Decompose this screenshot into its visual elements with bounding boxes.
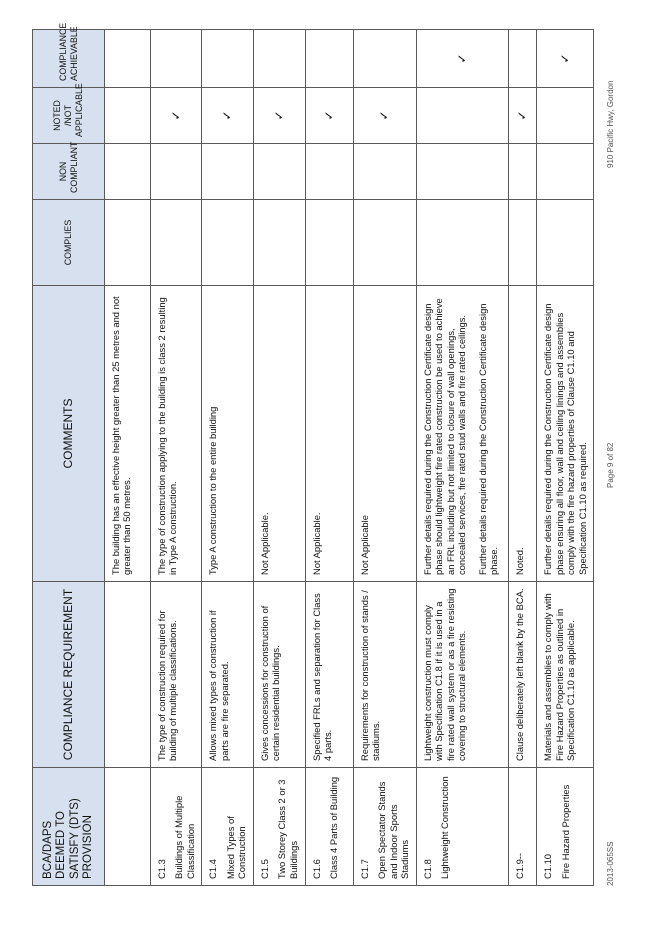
requirement-cell: Materials and assemblies to comply with Fire Hazard Properties as outlined in Specification C1.10 as applicable.: [537, 582, 594, 768]
complies-cell: [253, 200, 305, 286]
achievable-cell: [151, 30, 202, 88]
clause-title: Lightweight Construction: [439, 776, 451, 879]
complies-cell: [416, 200, 508, 286]
complies-cell: [508, 200, 536, 286]
clause-title: Buildings of Multiple Classification: [173, 795, 196, 879]
non-compliant-cell: [508, 144, 536, 200]
non-compliant-cell: [353, 144, 416, 200]
complies-cell: [202, 200, 253, 286]
footer-page-number: Page 9 of 82: [606, 442, 615, 488]
header-comments: COMMENTS: [33, 286, 105, 582]
non-compliant-cell: [151, 144, 202, 200]
clause-number: C1.8: [421, 859, 433, 879]
footer-reference: 2013-065SS: [606, 841, 615, 886]
clause-title: Two Storey Class 2 or 3 Buildings: [276, 779, 299, 879]
table-row: [537, 30, 594, 886]
achievable-cell: [305, 30, 353, 88]
provision-cell: [416, 768, 508, 886]
provision-cell: [253, 768, 305, 886]
achievable-cell: [353, 30, 416, 88]
comments-cell: [416, 286, 508, 582]
non-compliant-cell: [202, 144, 253, 200]
header-achievable: COMPLIANCE ACHIEVABLE: [33, 30, 105, 88]
complies-cell: [151, 200, 202, 286]
clause-title: Class 4 Parts of Building: [328, 776, 340, 879]
achievable-cell: ✓: [537, 30, 594, 88]
provision-cell: [353, 768, 416, 886]
achievable-cell: [202, 30, 253, 88]
comments-cell: Type A construction to the entire building: [202, 286, 253, 582]
requirement-cell: Specified FRLs and separation for Class 4 parts.: [305, 582, 353, 768]
requirement-cell: Requirements for construction of stands / stadiums.: [353, 582, 416, 768]
comments-cell: Further details required during the Construction Certificate design phase ensuring all floor, wall and ceiling linings and assemblies comply with the fire hazard properties of Clause C1.10 and Specification C1.10 as required.: [537, 286, 594, 582]
table-row: [253, 30, 305, 886]
non-compliant-cell: [416, 144, 508, 200]
noted-cell: [105, 88, 151, 144]
comment-text: Further details required during the Construction Certificate design phase.: [476, 303, 500, 575]
non-compliant-cell: [537, 144, 594, 200]
table-row: [105, 30, 151, 886]
header-requirement: COMPLIANCE REQUIREMENT: [33, 582, 105, 768]
clause-number: C1.4: [207, 859, 219, 879]
requirement-cell: Allows mixed types of construction if parts are fire separated.: [202, 582, 253, 768]
requirement-cell: Lightweight construction must comply with Specification C1.8 if it is used in a fire rated wall system or as a fire resisting covering to structural elements.: [416, 582, 508, 768]
table-row: [305, 30, 353, 886]
comments-cell: Not Applicable: [353, 286, 416, 582]
complies-cell: [305, 200, 353, 286]
clause-title: Mixed Types of Construction: [224, 816, 248, 879]
clause-number: C1.5: [258, 859, 270, 879]
provision-cell: [305, 768, 353, 886]
achievable-cell: [508, 30, 536, 88]
compliance-table: [32, 22, 594, 886]
clause-number: C1.9--: [513, 852, 525, 879]
header-noted-na: NOTED /NOT APPLICABLE: [33, 88, 105, 144]
achievable-cell: ✓: [416, 30, 508, 88]
clause-number: C1.7: [358, 859, 370, 879]
header-row: [33, 30, 105, 886]
table-row: [202, 30, 253, 886]
provision-cell: [151, 768, 202, 886]
provision-cell: [202, 768, 253, 886]
noted-cell: ✓: [202, 88, 253, 144]
header-provision: BCA/DAPS DEEMED TO SATISFY (DTS) PROVISION: [33, 768, 105, 886]
requirement-cell: [105, 582, 151, 768]
complies-cell: [105, 200, 151, 286]
comments-cell: Not Applicable.: [305, 286, 353, 582]
footer-address: 910 Pacific Hwy, Gordon: [606, 80, 615, 168]
comments-cell: Noted.: [508, 286, 536, 582]
noted-cell: [537, 88, 594, 144]
non-compliant-cell: [253, 144, 305, 200]
non-compliant-cell: [305, 144, 353, 200]
provision-cell: [105, 768, 151, 886]
achievable-cell: [105, 30, 151, 88]
table-row: [416, 30, 508, 886]
requirement-cell: The type of construction required for building of multiple classifications.: [151, 582, 202, 768]
noted-cell: [416, 88, 508, 144]
achievable-cell: [253, 30, 305, 88]
non-compliant-cell: [105, 144, 151, 200]
comments-cell: The building has an effective height greater than 25 metres and not greater than 50 metres.: [105, 286, 151, 582]
table-row: [508, 30, 536, 886]
clause-number: C1.3: [156, 859, 167, 879]
header-complies: COMPLIES: [33, 200, 105, 286]
requirement-cell: Gives concessions for construction of certain residential buildings.: [253, 582, 305, 768]
noted-cell: ✓: [353, 88, 416, 144]
requirement-cell: Clause deliberately left blank by the BCA.: [508, 582, 536, 768]
header-non-compliant: NON COMPLIANT: [33, 144, 105, 200]
provision-cell: [508, 768, 536, 886]
noted-cell: ✓: [253, 88, 305, 144]
clause-title: Fire Hazard Properties: [559, 784, 571, 879]
complies-cell: [353, 200, 416, 286]
complies-cell: [537, 200, 594, 286]
comments-cell: Not Applicable.: [253, 286, 305, 582]
noted-cell: ✓: [305, 88, 353, 144]
table-row: [151, 30, 202, 886]
comment-text: Further details required during the Construction Certificate design phase should lightweight fire rated construction be used to achieve an FRL including but not limited to closure of wall openings, concealed services, fire rated stud walls and fire rated ceilings.: [421, 298, 468, 575]
noted-cell: ✓: [151, 88, 202, 144]
table-row: [353, 30, 416, 886]
clause-number: C1.10: [542, 853, 554, 879]
noted-cell: ✓: [508, 88, 536, 144]
clause-title: Open Spectator Stands and Indoor Sports Stadiums: [376, 781, 411, 879]
clause-number: C1.6: [310, 859, 322, 879]
comments-cell: The type of construction applying to the building is class 2 resulting in Type A construction.: [151, 286, 202, 582]
provision-cell: [537, 768, 594, 886]
